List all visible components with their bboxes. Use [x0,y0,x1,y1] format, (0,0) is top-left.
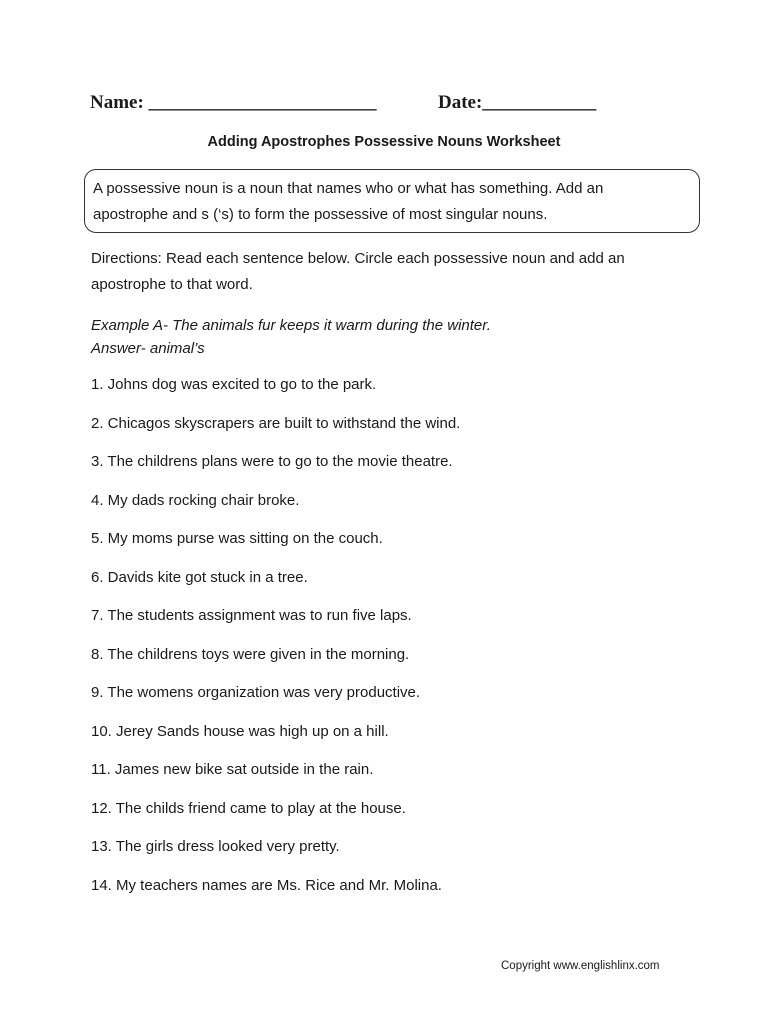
question-item: 2. Chicagos skyscrapers are built to withstand the wind. [91,414,461,432]
question-item: 6. Davids kite got stuck in a tree. [91,568,308,586]
question-item: 10. Jerey Sands house was high up on a hill. [91,722,389,740]
definition-box [84,169,700,233]
date-field-label: Date:____________ [438,92,597,113]
directions-line-1: Directions: Read each sentence below. Circle each possessive noun and add an [91,250,625,267]
question-item: 8. The childrens toys were given in the morning. [91,645,410,663]
question-item: 7. The students assignment was to run five laps. [91,607,412,624]
name-field-label: Name: ________________________ [90,92,377,113]
question-list [91,374,711,913]
question-item: 9. The womens organization was very productive. [91,684,421,701]
directions [91,246,691,298]
worksheet-title: Adding Apostrophes Possessive Nouns Worksheet [207,134,561,150]
question-item: 11. James new bike sat outside in the rain. [91,761,374,778]
question-item: 14. My teachers names are Ms. Rice and Mr. Molina. [91,876,442,894]
definition-line-2: apostrophe and s (‘s) to form the possessive of most singular nouns. [93,206,548,223]
question-item: 13. The girls dress looked very pretty. [91,838,340,855]
copyright-footer: Copyright www.englishlinx.com [501,960,660,972]
example-block [91,314,691,360]
question-item: 4. My dads rocking chair broke. [91,491,300,509]
example-sentence: Example A- The animals fur keeps it warm during the winter. [91,317,491,334]
question-item: 3. The childrens plans were to go to the movie theatre. [91,453,453,470]
header-line [90,92,690,114]
question-item: 5. My moms purse was sitting on the couch. [91,530,383,547]
question-item: 1. Johns dog was excited to go to the park. [91,376,377,393]
definition-line-1: A possessive noun is a noun that names who or what has something. Add an [93,180,604,197]
example-answer: Answer- animal’s [91,340,205,357]
directions-line-2: apostrophe to that word. [91,276,253,293]
question-item: 12. The childs friend came to play at the house. [91,799,406,817]
